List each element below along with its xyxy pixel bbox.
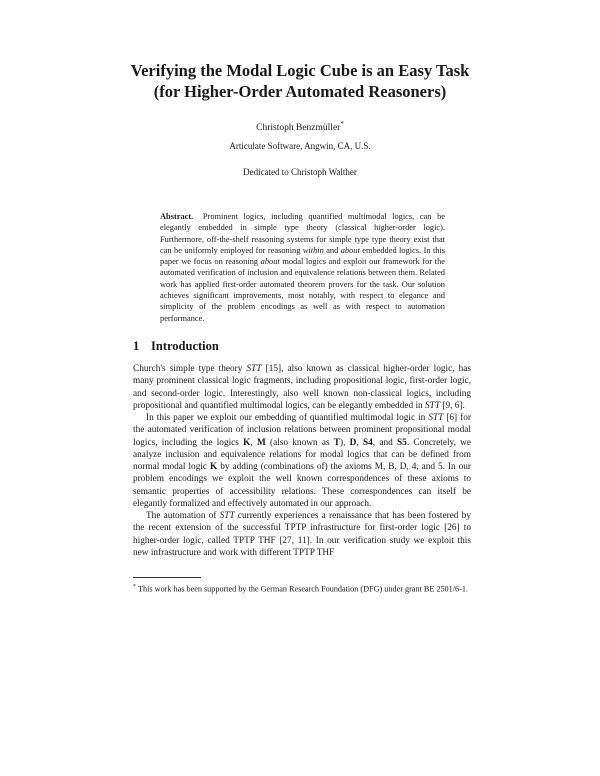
p2-text-e: . Concretely, we analyze inclusion and equivalence relations for modal logics that can be defined from normal modal logic: [133, 437, 471, 472]
p1-text-b: [15], also known as classical higher-order logic, has many prominent classical logic fragments, including propositional logic, first-order logic, and second-order logic. Interestingly, also well known non-classical logics, including propositional and quantified multimodal logics, can be elegantly embedded in: [133, 364, 472, 411]
body-text: [133, 363, 471, 559]
p2-comma: ,: [356, 437, 359, 448]
section-heading: [133, 339, 219, 354]
footnote-rule: [133, 577, 201, 578]
section-title: Introduction: [151, 339, 219, 353]
logic-m: M: [256, 437, 266, 448]
p2-and: and: [379, 437, 393, 448]
author: [60, 120, 540, 133]
footnote-text: This work has been supported by the German Research Foundation (DFG) under grant BE 2501/6-1.: [138, 584, 468, 594]
abstract-text-1: Prominent logics, including quantified multimodal logics, can be elegantly embedded in simple type theory (classical higher-order logic). Furthermore, off-the-shelf reasoning systems for simple type type theory exist that can be uniformly employed for reasoning: [160, 212, 446, 255]
dedication: Dedicated to Christoph Walther: [243, 167, 357, 177]
p3-text-a: The automation of: [146, 511, 217, 521]
paragraph-3: [133, 510, 471, 559]
logic-s4: S4: [362, 437, 373, 448]
stt-symbol: STT: [425, 400, 441, 411]
paragraph-2: [133, 412, 471, 510]
paper-title: [60, 60, 540, 102]
abstract-about-2: about: [260, 257, 280, 267]
logic-d: D: [349, 437, 357, 448]
paragraph-1: [133, 363, 471, 412]
p2-text-d: ),: [340, 437, 346, 448]
abstract-text-2: embedded logics. In this paper we focus on reasoning: [160, 245, 446, 267]
abstract-within: within: [302, 245, 324, 255]
abstract: [160, 211, 445, 324]
p2-text-c: (also known as: [269, 437, 330, 448]
logic-t: T: [333, 437, 340, 448]
title-line-2: (for Higher-Order Automated Reasoners): [153, 82, 447, 101]
abstract-label: Abstract.: [160, 212, 194, 221]
footnote: [133, 582, 471, 595]
p2-text-b: [6] for the automated verification of inclusion relations between prominent propositional modal logics, including the logics: [133, 413, 471, 448]
abstract-and: and: [326, 245, 339, 255]
p3-text-b: currently experiences a renaissance that has been fostered by the recent extension of the successful TPTP infrastructure for first-order logic [26] to higher-order logic, called TPTP THF [27, 11]. In our verification study we exploit this new infrastructure and work with different TPTP THF: [133, 511, 471, 558]
title-line-1: Verifying the Modal Logic Cube is an Easy Task: [130, 61, 470, 80]
p2-comma: ,: [372, 437, 376, 448]
p1-text-c: [9, 6].: [442, 400, 465, 411]
stt-symbol: STT: [428, 413, 444, 423]
author-name: Christoph Benzmüller: [256, 123, 341, 134]
affiliation: Articulate Software, Angwin, CA, U.S.: [229, 141, 371, 151]
author-footnote-mark: *: [340, 120, 344, 128]
logic-k: K: [243, 437, 251, 448]
p2-text-f: by adding (combinations of) the axioms M, B, D, 4, and 5. In our problem encodings we exploit the well known correspondences of these axioms to semantic properties of accessibility relations. These correspondences can itself be elegantly formalized and effectively automated in our approach.: [133, 462, 472, 509]
logic-k: K: [210, 462, 218, 472]
p2-comma: ,: [250, 437, 253, 448]
p1-text-a: Church's simple type theory: [133, 364, 243, 374]
p2-text-a: In this paper we exploit our embedding of quantified multimodal logic in: [146, 413, 426, 423]
logic-s5: S5: [397, 437, 407, 448]
abstract-about: about: [340, 245, 360, 255]
section-number: 1: [133, 339, 140, 353]
stt-symbol: STT: [219, 511, 235, 521]
stt-symbol: STT: [246, 364, 262, 374]
footnote-mark: *: [133, 584, 136, 590]
abstract-text-3: modal logics and exploit our framework for the automated verification of inclusion and equivalence relations between them. Related work has applied first-order automated theorem provers for the task. Our solution achieves significant improvements, most notably, with respect to elegance and simplicity of the problem encodings as well as with respect to automation performance.: [160, 257, 445, 323]
